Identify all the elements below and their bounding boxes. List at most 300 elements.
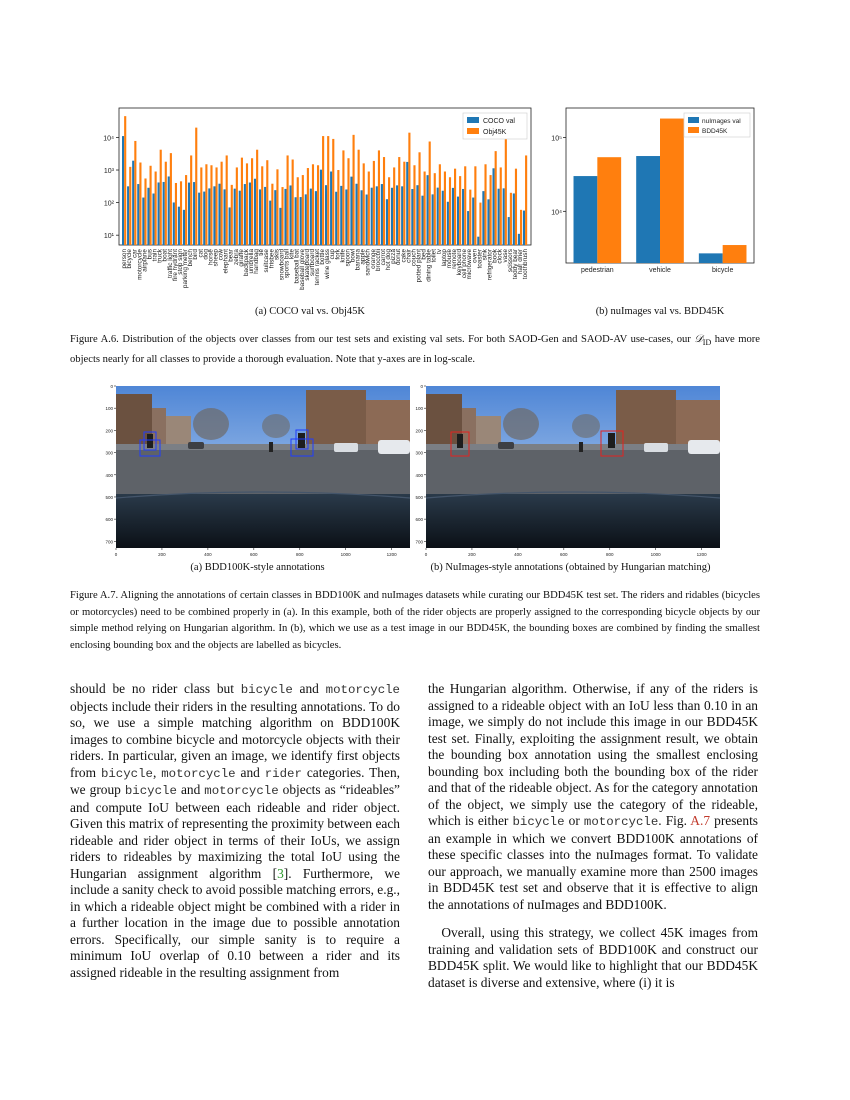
x-tick-label: apple [359, 249, 367, 265]
bar-coco-val [467, 211, 469, 245]
subcaption-a7-a: (a) BDD100K-style annotations [190, 562, 325, 573]
x-tick-label: sports ball [283, 249, 291, 279]
bar-obj45k [358, 150, 360, 245]
bar-coco-val [142, 198, 144, 245]
bar-obj45k [500, 167, 502, 245]
nuimages-street-photo [410, 382, 725, 562]
bar-coco-val [193, 182, 195, 245]
bar-obj45k [479, 203, 481, 245]
bar-bdd45k [723, 245, 747, 263]
paragraph: the Hungarian algorithm. Otherwise, if any of the riders is assigned to a rideable object with an IoU less than 0.10 in an image, we simply do not include this image in our BDD45K test set. Finally, exploiting the assignment result, we obtain the bounding box annotation using the smallest enclosing bounding box including both the bounding box of the rider and that of the rideable object. As for the category annotation of the object, we simply use the category of the rideable, which is either bicycle or motorcycle. Fig. A.7 presents an example in which we convert BDD100K annotations of these specific classes into the nuImages format. To validate our approach, we manually examine more than 2500 images in BDD45K test set and observe that it is effective to align the annotations of nuImages and BDD100K. [428, 681, 759, 912]
x-tick-label: giraffe [237, 249, 245, 267]
x-tick-label: cow [217, 249, 225, 261]
photo-content [116, 386, 410, 548]
y-tick-label: 0 [420, 384, 423, 389]
bar-obj45k [150, 166, 152, 245]
x-tick-label: zebra [232, 249, 240, 265]
car-dashboard [116, 494, 410, 548]
caption-math-sub: ID [702, 338, 712, 348]
bar-coco-val [477, 237, 479, 245]
road [426, 448, 720, 494]
x-tick-label: sandwich [364, 249, 372, 276]
bar-coco-val [213, 186, 215, 245]
x-tick-label: dog [202, 249, 210, 260]
bar-obj45k [383, 157, 385, 245]
bar-coco-val [163, 182, 165, 245]
figure-a6-caption [70, 332, 760, 368]
bar-coco-val [462, 189, 464, 245]
citation-link[interactable]: 3 [277, 865, 284, 881]
x-tick-label: backpack [242, 249, 250, 276]
bar-coco-val [376, 186, 378, 245]
bar-obj45k [139, 163, 141, 245]
bar-coco-val [482, 191, 484, 245]
bar-coco-val [447, 202, 449, 245]
cyclist [269, 442, 273, 452]
bar-coco-val [310, 189, 312, 245]
bar-obj45k [490, 175, 492, 245]
bar-coco-val [442, 191, 444, 245]
bar-coco-val [300, 197, 302, 245]
bar-coco-val [401, 186, 403, 245]
sidewalk [426, 444, 720, 450]
photo-content [426, 386, 720, 548]
x-tick-label: sheep [212, 249, 220, 267]
x-tick-label: remote [451, 249, 459, 269]
bar-coco-val [335, 192, 337, 245]
car [378, 440, 410, 454]
bar-coco-val [361, 190, 363, 245]
bar-obj45k [439, 164, 441, 245]
bar-obj45k [195, 128, 197, 245]
x-tick-label: surfboard [308, 249, 316, 276]
x-tick-label: baseball glove [298, 249, 306, 290]
x-tick-label: knife [339, 249, 347, 263]
bar-coco-val [472, 198, 474, 245]
x-tick-label: cake [400, 249, 408, 263]
bar-obj45k [261, 166, 263, 245]
bar-coco-val [208, 188, 210, 245]
bar-coco-val [427, 175, 429, 245]
bar-coco-val [411, 189, 413, 245]
cyclist [579, 442, 583, 452]
x-tick-label: pedestrian [580, 267, 614, 274]
car [498, 442, 514, 449]
bar-coco-val [249, 183, 251, 245]
x-tick-label: suitcase [263, 249, 271, 273]
cyclist [608, 433, 615, 448]
bar-obj45k [444, 172, 446, 245]
bar-obj45k [393, 167, 395, 245]
bdd100k-street-photo [100, 382, 415, 562]
x-tick-label: pizza [390, 249, 398, 264]
bar-coco-val [147, 188, 149, 245]
bar-obj45k [403, 162, 405, 245]
y-tick-label: 300 [105, 450, 113, 456]
y-tick-label: 10³ [103, 168, 114, 176]
bar-coco-val [492, 168, 494, 245]
car-dashboard [426, 494, 720, 548]
bar-coco-val [259, 189, 261, 245]
subcaption-a6-a: (a) COCO val vs. Obj45K [255, 306, 365, 317]
bar-obj45k [241, 158, 243, 245]
x-tick-label: tv [435, 249, 443, 254]
bar-coco-val [229, 207, 231, 245]
x-tick-label: baseball bat [293, 249, 301, 284]
bar-obj45k [434, 173, 436, 245]
bar-obj45k [302, 175, 304, 245]
caption-text: Distribution of the objects over classes from our test sets and existing val sets. For both SAOD-Gen and SAOD-AV use-cases, our [122, 334, 695, 345]
y-tick-label: 500 [415, 494, 423, 500]
x-tick-label: elephant [222, 249, 230, 274]
y-tick-label: 100 [105, 406, 113, 412]
x-tick-label: toaster [476, 249, 484, 269]
x-tick-label: 800 [605, 552, 614, 557]
bar-obj45k [180, 181, 182, 245]
bar-obj45k [469, 190, 471, 245]
caption-label: Figure A.6. [70, 334, 119, 345]
bar-coco-val [421, 196, 423, 245]
x-tick-label: cup [329, 249, 337, 260]
bar-coco-val [122, 136, 124, 245]
y-tick-label: 0 [110, 384, 113, 389]
bar-obj45k [215, 167, 217, 245]
x-tick-label: 1000 [340, 552, 351, 557]
x-tick-label: carrot [379, 249, 387, 266]
x-tick-label: umbrella [248, 249, 256, 274]
bar-coco-val [274, 190, 276, 245]
bar-coco-val [503, 188, 505, 245]
bar-coco-val [416, 185, 418, 245]
bar-coco-val [457, 197, 459, 245]
car [644, 443, 668, 452]
bar-obj45k [129, 167, 131, 245]
x-tick-label: toilet [430, 249, 438, 263]
bar-obj45k [449, 177, 451, 245]
x-tick-label: hot dog [385, 249, 393, 271]
x-tick-label: potted plant [415, 249, 423, 283]
x-tick-label: snowboard [278, 249, 286, 281]
legend-label: Obj45K [483, 129, 507, 136]
bar-obj45k [373, 161, 375, 245]
bar-coco-val [406, 162, 408, 245]
bar-obj45k [175, 183, 177, 245]
y-tick-label: 200 [415, 428, 423, 434]
nuimages-vs-bdd45k-chart [548, 100, 758, 280]
bar-coco-val [183, 210, 185, 245]
bar-coco-val [432, 194, 434, 245]
bar-coco-val [391, 188, 393, 245]
x-tick-label: broccoli [374, 249, 382, 272]
caption-text-2: have more objects nearly for all classes to provide a thorough evaluation. Note that y-axes are in log-scale. [70, 334, 761, 365]
x-tick-label: donut [395, 249, 403, 265]
y-tick-label: 700 [105, 539, 113, 545]
x-tick-label: bird [192, 249, 200, 260]
x-tick-label: 0 [114, 552, 118, 557]
bar-coco-val [315, 191, 317, 245]
x-tick-label: traffic light [166, 249, 174, 279]
x-tick-label: mouse [445, 249, 453, 269]
bar-obj45k [124, 116, 126, 245]
bar-coco-val [305, 194, 307, 245]
y-tick-label: 300 [415, 450, 423, 456]
x-tick-label: skateboard [303, 249, 311, 281]
bar-obj45k [474, 166, 476, 245]
bar-coco-val [513, 193, 515, 245]
car [334, 443, 358, 452]
x-tick-label: dining table [425, 249, 433, 282]
bar-coco-val [239, 191, 241, 245]
x-tick-label: horse [207, 249, 215, 265]
bar-obj45k [347, 158, 349, 245]
bar-coco-val [289, 185, 291, 245]
bar-coco-val [523, 211, 525, 245]
bar-obj45k [256, 150, 258, 245]
bar-obj45k [205, 164, 207, 245]
bar-obj45k [454, 169, 456, 245]
bar-obj45k [525, 155, 527, 245]
x-tick-label: chair [405, 249, 413, 263]
bar-coco-val [355, 184, 357, 245]
y-tick-label: 400 [415, 472, 423, 478]
x-tick-label: bus [146, 249, 154, 260]
x-tick-label: boat [161, 249, 169, 262]
x-tick-label: 1200 [386, 552, 397, 557]
bar-coco-val [386, 199, 388, 245]
x-tick-label: book [491, 249, 499, 263]
x-tick-label: frisbee [268, 249, 276, 269]
bar-obj45k [160, 150, 162, 245]
x-tick-label: bear [227, 249, 235, 262]
bar-obj45k [418, 152, 420, 245]
x-tick-label: wine glass [324, 249, 332, 279]
y-tick-label: 400 [105, 472, 113, 478]
bar-coco-val [350, 177, 352, 245]
x-tick-label: oven [471, 249, 479, 263]
x-tick-label: stop sign [176, 249, 184, 275]
bar-obj45k [134, 141, 136, 245]
bar-coco-val [330, 172, 332, 245]
car [688, 440, 720, 454]
x-tick-label: refrigerator [486, 249, 494, 281]
bar-coco-val [264, 187, 266, 245]
subcaption-a6-b: (b) nuImages val vs. BDD45K [595, 306, 725, 317]
bar-obj45k [353, 135, 355, 245]
bar-obj45k [363, 163, 365, 245]
bar-obj45k [287, 155, 289, 245]
x-tick-label: vehicle [649, 267, 671, 274]
bar-obj45k [317, 165, 319, 245]
bar-coco-val [366, 195, 368, 245]
x-tick-label: fork [334, 249, 342, 260]
x-tick-label: teddy bear [511, 249, 519, 280]
bar-coco-val [487, 199, 489, 245]
bar-obj45k [266, 160, 268, 245]
x-tick-label: hair drier [516, 249, 524, 275]
x-tick-label: 200 [158, 552, 166, 557]
bar-coco-val [340, 186, 342, 245]
coco-vs-obj45k-chart [95, 100, 537, 295]
y-tick-label: 10² [103, 200, 114, 208]
bar-coco-val [152, 194, 154, 245]
bar-obj45k [413, 165, 415, 245]
legend-label: COCO val [483, 118, 515, 125]
x-tick-label: 600 [560, 552, 568, 557]
bar-bdd45k [597, 157, 621, 263]
x-tick-label: fire hydrant [171, 249, 179, 281]
bar-coco-val [498, 189, 500, 245]
x-tick-label: bottle [319, 249, 327, 265]
paragraph: should be no rider class but bicycle and motorcycle objects include their riders in the resulting annotations. To do so, we use a simple matching algorithm on BDD100K images to combine bicycle and motorcycle objects with their riders. In particular, given an image, we identify first objects from bicycle, motorcycle and rider categories. Then, we group bicycle and motorcycle objects as “rideables” and compute IoU between each rideable and rider object. Given this matrix of representing the proximity between each rideable and rider object in terms of their IoUs, we assign riders to rideables by maximizing the total IoU using the Hungarian assignment algorithm [3]. Furthermore, we include a sanity check to avoid possible matching errors, e.g., in which a rideable object might be combined with a rider in a further location in the image due to possible annotation errors. Specifically, our simple sanity is to require a minimum IoU overlap of 0.10 between a rider and its assigned rideable in the resulting assignment from [70, 681, 400, 980]
body-left-column [70, 681, 400, 981]
caption-text: Aligning the annotations of certain classes in BDD100K and nuImages datasets while curating our BDD45K test set. The riders and ridables (bicycles or motorcycles) need to be combined properly in (a). In this example, both of the rider objects are properly assigned to the corresponding bicycle objects by our simple method relying on Hungarian algorithm. In (b), which we use as a test image in our BDD45K, the bounding boxes are combined by finding the smallest enclosing bounding box and the objects are labelled as bicycles. [70, 590, 760, 651]
x-tick-label: keyboard [456, 249, 464, 276]
x-tick-label: car [131, 249, 139, 258]
bar-obj45k [292, 160, 294, 245]
x-tick-label: 0 [424, 552, 428, 557]
bar-bdd45k [660, 119, 684, 263]
tree [572, 414, 600, 438]
bar-obj45k [276, 169, 278, 245]
bar-obj45k [520, 210, 522, 245]
paragraph: Overall, using this strategy, we collect 45K images from training and validation sets of BDD100K and construct our BDD45K split. We would like to highlight that our BDD45K dataset is diverse and extensive, where (i) it is [428, 925, 758, 990]
x-tick-label: vase [501, 249, 509, 263]
bar-coco-val [168, 176, 170, 245]
x-tick-label: sink [481, 249, 489, 261]
bar-obj45k [190, 155, 192, 245]
bar-obj45k [155, 172, 157, 245]
x-tick-label: bed [420, 249, 428, 260]
car [188, 442, 204, 449]
bar-obj45k [464, 166, 466, 245]
x-tick-label: cat [197, 249, 205, 258]
bar-coco-val [173, 202, 175, 245]
bar-coco-val [371, 188, 373, 245]
bar-obj45k [322, 136, 324, 245]
y-tick-label: 10⁵ [551, 135, 562, 143]
bar-obj45k [495, 151, 497, 245]
bar-obj45k [408, 133, 410, 245]
bar-coco-val [127, 186, 129, 245]
x-tick-label: motorcycle [136, 249, 144, 280]
bar-obj45k [398, 157, 400, 245]
tree [262, 414, 290, 438]
x-tick-label: cell phone [461, 249, 469, 279]
bar-obj45k [510, 193, 512, 245]
bar-coco-val [218, 184, 220, 245]
x-tick-label: couch [410, 249, 418, 267]
bar-obj45k [429, 142, 431, 245]
y-tick-label: 10⁴ [103, 135, 114, 143]
x-tick-label: skis [273, 249, 281, 261]
caption-math: 𝒟 [694, 334, 703, 345]
x-tick-label: orange [369, 249, 377, 269]
y-tick-label: 10¹ [103, 233, 114, 241]
y-tick-label: 100 [415, 406, 423, 412]
bar-obj45k [185, 175, 187, 245]
x-tick-label: bicycle [711, 267, 734, 274]
legend-swatch [467, 128, 479, 134]
bar-coco-val [325, 185, 327, 245]
x-tick-label: airplane [141, 249, 149, 272]
bar-obj45k [378, 150, 380, 245]
bar-obj45k [200, 167, 202, 245]
bar-obj45k [327, 136, 329, 245]
x-tick-label: bowl [349, 249, 357, 263]
bar-obj45k [368, 172, 370, 245]
x-tick-label: banana [354, 249, 362, 271]
x-tick-label: spoon [344, 249, 352, 267]
bar-coco-val [452, 188, 454, 245]
legend-label: BDD45K [702, 128, 728, 135]
bar-coco-val [345, 189, 347, 245]
cyclist [147, 434, 153, 448]
bar-coco-val [158, 182, 160, 245]
bar-obj45k [312, 164, 314, 245]
bar-coco-val [254, 179, 256, 245]
bar-coco-val [381, 184, 383, 245]
x-tick-label: toothbrush [522, 249, 530, 280]
x-tick-label: train [151, 249, 159, 262]
x-tick-label: tennis racket [313, 249, 321, 286]
bar-obj45k [210, 165, 212, 245]
subcaption-a7-b: (b) NuImages-style annotations (obtained by Hungarian matching) [430, 562, 711, 573]
cyclist [298, 433, 305, 448]
x-tick-label: kite [288, 249, 296, 259]
x-tick-label: laptop [440, 249, 448, 267]
bar-coco-val [437, 188, 439, 245]
bar-obj45k [459, 176, 461, 245]
bar-obj45k [226, 155, 228, 245]
figure-ref-link[interactable]: A.7 [690, 813, 711, 828]
bar-obj45k [221, 162, 223, 245]
bar-obj45k [424, 172, 426, 245]
bar-coco-val [137, 184, 139, 245]
x-tick-label: person [121, 249, 129, 269]
x-tick-label: handbag [253, 249, 261, 274]
bar-obj45k [505, 137, 507, 245]
cyclist [457, 434, 463, 448]
x-tick-label: microwave [466, 249, 474, 280]
bar-coco-val [284, 189, 286, 245]
bar-coco-val [224, 189, 226, 245]
bar-coco-val [295, 197, 297, 245]
bar-obj45k [297, 177, 299, 245]
x-tick-label: 400 [514, 552, 522, 557]
bar-obj45k [231, 185, 233, 245]
bar-obj45k [342, 150, 344, 245]
y-tick-label: 600 [415, 517, 423, 523]
x-tick-label: bench [187, 249, 195, 267]
bar-obj45k [332, 139, 334, 245]
y-tick-label: 200 [105, 428, 113, 434]
bar-nuimages-val [699, 253, 723, 263]
figure-a7-caption [70, 588, 760, 654]
x-tick-label: bicycle [126, 249, 134, 269]
caption-label: Figure A.7. [70, 590, 119, 601]
bar-coco-val [234, 189, 236, 245]
bar-obj45k [170, 153, 172, 245]
x-tick-label: tie [258, 249, 266, 256]
bar-coco-val [132, 161, 134, 245]
bar-obj45k [484, 164, 486, 245]
bar-obj45k [144, 178, 146, 245]
x-tick-label: truck [156, 249, 164, 263]
y-tick-label: 500 [105, 494, 113, 500]
legend-swatch [467, 117, 479, 123]
legend-label: nuImages val [702, 118, 741, 125]
body-right-column [428, 681, 758, 991]
